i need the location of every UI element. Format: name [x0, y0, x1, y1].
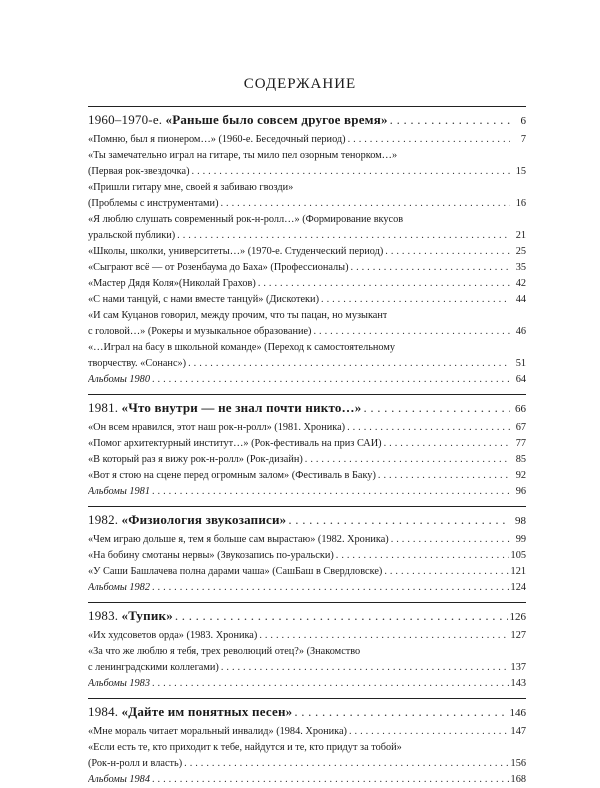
section-title: «Физиология звукозаписи»: [121, 512, 287, 527]
toc-entry[interactable]: [88, 148, 526, 180]
entry-line: [88, 644, 526, 660]
albums-label: Альбомы 1980: [88, 374, 150, 385]
section-title: «Дайте им понятных песен»: [121, 704, 293, 719]
entry-line: [88, 452, 526, 468]
entry-text: «На бобину смотаны нервы» (Звукозапись по-уральски): [88, 550, 334, 561]
dot-leader: [221, 660, 509, 676]
dot-leader: [258, 276, 510, 292]
entry-text: (Первая рок-звездочка): [88, 166, 190, 177]
section-title: «Раньше было совсем другое время»: [165, 112, 388, 127]
albums-label: Альбомы 1981: [88, 486, 150, 497]
dot-leader: [349, 724, 509, 740]
toc-section: [88, 506, 526, 596]
dot-leader: [288, 511, 510, 528]
section-heading[interactable]: [88, 399, 526, 418]
entry-text: творчеству. «Сонанс»): [88, 358, 187, 369]
section-divider: [88, 394, 526, 395]
toc-entry[interactable]: [88, 260, 526, 276]
entry-line: [88, 468, 526, 484]
entry-text: с ленинградскими коллегами): [88, 662, 219, 673]
albums-entry[interactable]: [88, 372, 526, 388]
toc-entry[interactable]: [88, 548, 526, 564]
page-number: 16: [515, 198, 526, 209]
entry-line: [88, 436, 526, 452]
dot-leader: [348, 132, 510, 148]
dot-leader: [351, 260, 510, 276]
entry-text: с головой…» (Рокеры и музыкальное образование): [88, 326, 312, 337]
entry-text: «За что же люблю я тебя, трех революций отец?» (Знакомство: [88, 646, 361, 657]
page-number: 25: [515, 246, 526, 257]
entry-text: «Чем играю дольше я, тем я больше сам вырастаю» (1982. Хроника): [88, 534, 389, 545]
entry-line: [88, 548, 526, 564]
toc-entry[interactable]: [88, 644, 526, 676]
entry-text: (Рок-н-ролл и власть): [88, 758, 183, 769]
dot-leader: [378, 468, 510, 484]
page-number: 124: [510, 582, 526, 593]
entry-text: «Мастер Дядя Коля»(Николай Грахов): [88, 278, 256, 289]
entry-line: [88, 244, 526, 260]
dot-leader: [184, 756, 508, 772]
albums-label: Альбомы 1983: [88, 678, 150, 689]
section-title: «Тупик»: [121, 608, 173, 623]
dot-leader: [390, 111, 510, 128]
albums-entry[interactable]: [88, 772, 526, 788]
dot-leader: [188, 356, 510, 372]
albums-entry[interactable]: [88, 580, 526, 596]
page-number: 51: [515, 358, 526, 369]
entry-line: [88, 724, 526, 740]
entry-text: «Если есть те, кто приходит к тебе, найдутся и те, кто придут за тобой»: [88, 742, 402, 753]
page-number: 96: [515, 486, 526, 497]
entry-text: «Сыграют всё — от Розенбаума до Баха» (Профессионалы): [88, 262, 349, 273]
entry-text: «И сам Куцанов говорил, между прочим, что ты пацан, но музыкант: [88, 310, 388, 321]
section-year: 1981.: [88, 400, 119, 415]
dot-leader: [221, 196, 511, 212]
dot-leader: [321, 292, 510, 308]
toc-entry[interactable]: [88, 532, 526, 548]
entry-text: «У Саши Башлачева полна дарами чаша» (СашБаш в Свердловске): [88, 566, 383, 577]
section-divider: [88, 106, 526, 107]
dot-leader: [313, 324, 510, 340]
toc-entry[interactable]: [88, 740, 526, 772]
albums-label: Альбомы 1984: [88, 774, 150, 785]
entry-line: [88, 660, 526, 676]
section-heading[interactable]: [88, 511, 526, 530]
entry-text: «Он всем нравился, этот наш рок-н-ролл» (1981. Хроника): [88, 422, 346, 433]
page-number: 127: [510, 630, 526, 641]
entry-line: [88, 164, 526, 180]
entry-line: [88, 628, 526, 644]
entry-line: [88, 228, 526, 244]
page-number: 42: [515, 278, 526, 289]
entry-line: [88, 180, 526, 196]
entry-text: «Ты замечательно играл на гитаре, ты мило пел озорным тенорком…»: [88, 150, 398, 161]
page-number: 146: [509, 707, 526, 719]
section-heading[interactable]: [88, 703, 526, 722]
dot-leader: [192, 164, 510, 180]
entry-line: [88, 308, 526, 324]
entry-text: «Их худсоветов орда» (1983. Хроника): [88, 630, 258, 641]
page-number: 67: [515, 422, 526, 433]
entry-line: [88, 260, 526, 276]
dot-leader: [152, 372, 510, 388]
toc-entry[interactable]: [88, 724, 526, 740]
dot-leader: [294, 703, 507, 720]
page-number: 147: [510, 726, 526, 737]
dot-leader: [347, 420, 510, 436]
dot-leader: [175, 607, 508, 624]
section-year: 1983.: [88, 608, 119, 623]
entry-line: [88, 276, 526, 292]
dot-leader: [152, 772, 509, 788]
page-number: 126: [509, 611, 526, 623]
albums-entry[interactable]: [88, 676, 526, 692]
toc-entry[interactable]: [88, 308, 526, 340]
section-heading[interactable]: [88, 607, 526, 626]
toc-entry[interactable]: [88, 276, 526, 292]
page-number: 168: [510, 774, 526, 785]
entry-text: (Проблемы с инструментами): [88, 198, 219, 209]
entry-line: [88, 212, 526, 228]
section-heading[interactable]: [88, 111, 526, 130]
toc-section: [88, 394, 526, 500]
toc-entry[interactable]: [88, 452, 526, 468]
dot-leader: [384, 436, 510, 452]
dot-leader: [152, 580, 509, 596]
page-number: 98: [515, 515, 526, 527]
section-year: 1960–1970-е.: [88, 112, 163, 127]
dot-leader: [391, 532, 510, 548]
albums-entry[interactable]: [88, 484, 526, 500]
page-number: 7: [520, 134, 526, 145]
page-number: 66: [515, 403, 526, 415]
entry-text: «Школы, школки, университеты…» (1970-е. Студенческий период): [88, 246, 384, 257]
dot-leader: [152, 484, 510, 500]
toc-entry[interactable]: [88, 564, 526, 580]
entry-line: [88, 356, 526, 372]
dot-leader: [363, 399, 510, 416]
entry-line: [88, 740, 526, 756]
entry-line: [88, 564, 526, 580]
toc-entry[interactable]: [88, 468, 526, 484]
page-number: 64: [515, 374, 526, 385]
page-number: 92: [515, 470, 526, 481]
dot-leader: [177, 228, 510, 244]
entry-text: «Я люблю слушать современный рок-н-ролл…» (Формирование вкусов: [88, 214, 404, 225]
entry-text: уральской публики): [88, 230, 176, 241]
entry-text: «Пришли гитару мне, своей я забиваю гвозди»: [88, 182, 294, 193]
toc-entry[interactable]: [88, 244, 526, 260]
section-year: 1982.: [88, 512, 119, 527]
dot-leader: [259, 628, 508, 644]
page-number: 21: [515, 230, 526, 241]
entry-line: [88, 292, 526, 308]
page-number: 6: [520, 115, 526, 127]
dot-leader: [384, 564, 508, 580]
entry-text: «Помню, был я пионером…» (1960-е. Беседочный период): [88, 134, 346, 145]
section-year: 1984.: [88, 704, 119, 719]
page-number: 15: [515, 166, 526, 177]
section-divider: [88, 602, 526, 603]
page-number: 77: [515, 438, 526, 449]
entry-text: «Вот я стою на сцене перед огромным залом» (Фестиваль в Баку): [88, 470, 376, 481]
entry-line: [88, 196, 526, 212]
toc-entry[interactable]: [88, 628, 526, 644]
entry-line: [88, 148, 526, 164]
page-title: СОДЕРЖАНИЕ: [243, 76, 357, 92]
albums-label: Альбомы 1982: [88, 582, 150, 593]
toc-entry[interactable]: [88, 340, 526, 372]
page-number: 99: [515, 534, 526, 545]
dot-leader: [152, 676, 509, 692]
toc-entry[interactable]: [88, 132, 526, 148]
toc-section: [88, 698, 526, 788]
toc-entry[interactable]: [88, 212, 526, 244]
toc-entry[interactable]: [88, 292, 526, 308]
table-of-contents: [88, 106, 526, 788]
page-number: 105: [510, 550, 526, 561]
entry-line: [88, 420, 526, 436]
toc-entry[interactable]: [88, 420, 526, 436]
page-number: 85: [515, 454, 526, 465]
toc-section: [88, 106, 526, 388]
entry-line: [88, 340, 526, 356]
page-number: 143: [510, 678, 526, 689]
section-divider: [88, 506, 526, 507]
entry-line: [88, 756, 526, 772]
entry-line: [88, 132, 526, 148]
page-number: 156: [510, 758, 526, 769]
page-number: 35: [515, 262, 526, 273]
dot-leader: [336, 548, 509, 564]
dot-leader: [305, 452, 510, 468]
toc-entry[interactable]: [88, 436, 526, 452]
page-number: 121: [510, 566, 526, 577]
page-number: 137: [510, 662, 526, 673]
entry-line: [88, 324, 526, 340]
dot-leader: [385, 244, 510, 260]
toc-entry[interactable]: [88, 180, 526, 212]
section-divider: [88, 698, 526, 699]
page-number: 46: [515, 326, 526, 337]
entry-text: «С нами танцуй, с нами вместе танцуй» (Дискотеки): [88, 294, 320, 305]
entry-line: [88, 532, 526, 548]
section-title: «Что внутри — не знал почти никто…»: [121, 400, 362, 415]
entry-text: «…Играл на басу в школьной команде» (Переход к самостоятельному: [88, 342, 396, 353]
toc-section: [88, 602, 526, 692]
entry-text: «Помог архитектурный институт…» (Рок-фестиваль на приз САИ): [88, 438, 382, 449]
entry-text: «В который раз я вижу рок-н-ролл» (Рок-дизайн): [88, 454, 303, 465]
page-number: 44: [515, 294, 526, 305]
entry-text: «Мне мораль читает моральный инвалид» (1984. Хроника): [88, 726, 347, 737]
